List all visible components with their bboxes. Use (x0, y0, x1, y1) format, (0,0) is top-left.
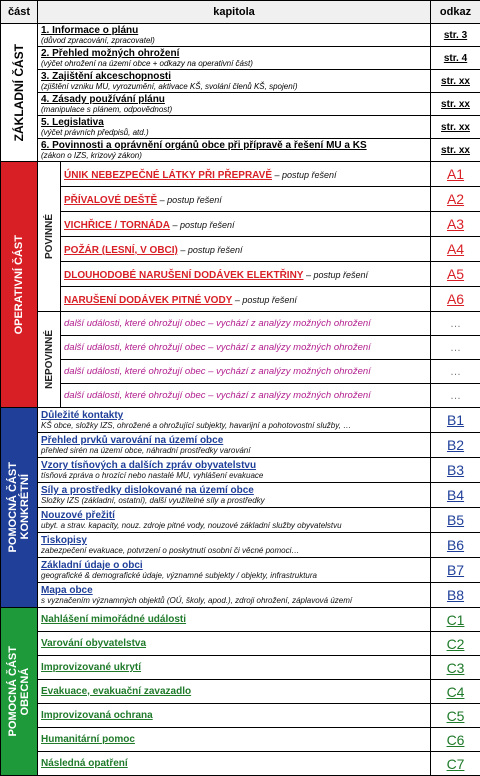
appendix-ref[interactable]: B6 (431, 533, 480, 558)
scenario-ref[interactable]: A2 (431, 187, 480, 212)
section-operativni: OPERATIVNÍ ČÁST (1, 162, 38, 408)
optional-ref: … (431, 360, 480, 384)
table-row (1, 680, 480, 704)
guide-title[interactable]: Evakuace, evakuační zavazadlo (41, 686, 427, 697)
appendix-ref[interactable]: B1 (431, 408, 480, 433)
guide-title[interactable]: Následná opatření (41, 758, 427, 769)
scenario-ref[interactable]: A1 (431, 162, 480, 187)
optional-scenario: další události, které ohrožují obec – vychází z analýzy možných ohrožení (64, 318, 427, 329)
guide-ref[interactable]: C1 (431, 608, 480, 632)
section-pomocna-konkretni: POMOCNÁ ČÁST KONKRÉTNÍ (1, 408, 38, 608)
subsection-povinne: POVINNÉ (38, 162, 61, 312)
chapter-title[interactable]: 3. Zajištění akceschopnosti (41, 71, 427, 82)
table-row (1, 483, 480, 508)
chapter-title[interactable]: 6. Povinnosti a oprávnění orgánů obce při přípravě a řešení MU a KS (41, 140, 427, 151)
appendix-ref[interactable]: B2 (431, 433, 480, 458)
appendix-subtitle: přehled sirén na území obce, náhradní prostředky varování (41, 446, 427, 455)
section-pomocna-obecna: POMOCNÁ ČÁST OBECNÁ (1, 608, 38, 776)
table-row (1, 752, 480, 776)
table-row (1, 70, 480, 93)
appendix-ref[interactable]: B8 (431, 583, 480, 608)
table-row (1, 508, 480, 533)
guide-ref[interactable]: C7 (431, 752, 480, 776)
chapter-subtitle: (zákon o IZS, krizový zákon) (41, 151, 427, 160)
table-row (1, 116, 480, 139)
optional-ref: … (431, 336, 480, 360)
table-row: POŽÁR (LESNÍ, V OBCI) – postup řešení A4 (1, 237, 480, 262)
page-ref[interactable]: str. xx (431, 70, 480, 93)
appendix-ref[interactable]: B5 (431, 508, 480, 533)
table-row (1, 312, 480, 336)
scenario-ref[interactable]: A6 (431, 287, 480, 312)
chapter-subtitle: (zjištění vzniku MU, vyrozumění, aktivace KŠ, svolání členů KŠ, spojení) (41, 82, 427, 91)
scenario-title[interactable]: POŽÁR (LESNÍ, V OBCI) (64, 245, 178, 256)
table-row: DLOUHODOBÉ NARUŠENÍ DODÁVEK ELEKTŘINY – postup řešení A5 (1, 262, 480, 287)
table-row (1, 408, 480, 433)
appendix-title[interactable]: Síly a prostředky dislokované na území obce (41, 485, 427, 496)
table-row (1, 533, 480, 558)
appendix-subtitle: s vyznačením významných objektů (OÚ, školy, apod.), zdroji ohrožení, záplavová území (41, 596, 427, 605)
appendix-ref[interactable]: B3 (431, 458, 480, 483)
guide-ref[interactable]: C4 (431, 680, 480, 704)
page-ref[interactable]: str. xx (431, 139, 480, 162)
table-row (1, 336, 480, 360)
scenario-ref[interactable]: A5 (431, 262, 480, 287)
appendix-title[interactable]: Vzory tísňových a dalších zpráv obyvatelstvu (41, 460, 427, 471)
scenario-ref[interactable]: A4 (431, 237, 480, 262)
guide-ref[interactable]: C3 (431, 656, 480, 680)
table-row (1, 558, 480, 583)
subsection-nepovinne: NEPOVINNÉ (38, 312, 61, 408)
table-row (1, 24, 480, 47)
guide-ref[interactable]: C2 (431, 632, 480, 656)
appendix-subtitle: geografické & demografické údaje, významné subjekty / objekty, infrastruktura (41, 571, 427, 580)
optional-ref: … (431, 312, 480, 336)
table-row (1, 47, 480, 70)
section-zakladni: ZÁKLADNÍ ČÁST (1, 24, 38, 162)
chapter-subtitle: (manipulace s plánem, odpovědnost) (41, 105, 427, 114)
table-row (1, 139, 480, 162)
guide-title[interactable]: Improvizovaná ochrana (41, 710, 427, 721)
scenario-title[interactable]: PŘÍVALOVÉ DEŠTĚ (64, 195, 157, 206)
table-row (1, 704, 480, 728)
appendix-title[interactable]: Důležité kontakty (41, 410, 427, 421)
table-row (1, 384, 480, 408)
appendix-subtitle: zabezpečení evakuace, potvrzení o poskytnutí osobní či věcné pomoci… (41, 546, 427, 555)
scenario-ref[interactable]: A3 (431, 212, 480, 237)
chapter-title[interactable]: 4. Zásady používání plánu (41, 94, 427, 105)
chapter-subtitle: (výčet právních předpisů, atd.) (41, 128, 427, 137)
table-row (1, 583, 480, 608)
table-row (1, 93, 480, 116)
table-row (1, 360, 480, 384)
appendix-title[interactable]: Přehled prvků varování na území obce (41, 435, 427, 446)
appendix-ref[interactable]: B7 (431, 558, 480, 583)
header-odkaz: odkaz (431, 1, 480, 24)
appendix-ref[interactable]: B4 (431, 483, 480, 508)
appendix-subtitle: Složky IZS (základní, ostatní), další využitelné síly a prostředky (41, 496, 427, 505)
table-row: OPERATIVNÍ ČÁST POVINNÉ ÚNIK NEBEZPEČNÉ LÁTKY PŘI PŘEPRAVĚ – postup řešení A1 (1, 162, 480, 187)
scenario-title[interactable]: NARUŠENÍ DODÁVEK PITNÉ VODY (64, 295, 232, 306)
guide-title[interactable]: Varování obyvatelstva (41, 638, 427, 649)
optional-ref: … (431, 384, 480, 408)
chapter-subtitle: (důvod zpracování, zpracovatel) (41, 36, 427, 45)
appendix-subtitle: tísňová zpráva o hrozící nebo nastalé MU, vyhlášení evakuace (41, 471, 427, 480)
table-row: NARUŠENÍ DODÁVEK PITNÉ VODY – postup řešení A6 (1, 287, 480, 312)
page-ref[interactable]: str. xx (431, 116, 480, 139)
page-ref[interactable]: str. 3 (431, 24, 480, 47)
chapter-title[interactable]: 2. Přehled možných ohrožení (41, 48, 427, 59)
page-ref[interactable]: str. 4 (431, 47, 480, 70)
scenario-title[interactable]: ÚNIK NEBEZPEČNÉ LÁTKY PŘI PŘEPRAVĚ (64, 170, 272, 181)
header-kapitola: kapitola (38, 1, 431, 24)
guide-title[interactable]: Nahlášení mimořádné události (41, 614, 427, 625)
appendix-subtitle: KŠ obce, složky IZS, ohrožené a ohrožující subjekty, havarijní a pohotovostní služby, … (41, 421, 427, 430)
appendix-subtitle: ubyt. a strav. kapacity, nouz. zdroje pitné vody, nouzové základní služby obyvatelstvu (41, 521, 427, 530)
guide-ref[interactable]: C5 (431, 704, 480, 728)
guide-title[interactable]: Improvizované ukrytí (41, 662, 427, 673)
table-row (1, 632, 480, 656)
header-cast: část (1, 1, 38, 24)
table-row (1, 608, 480, 632)
scenario-title[interactable]: VICHŘICE / TORNÁDA (64, 220, 170, 231)
appendix-title[interactable]: Tiskopisy (41, 535, 427, 546)
header-row (1, 1, 480, 24)
chapter-title[interactable]: 5. Legislativa (41, 117, 427, 128)
table-row (1, 728, 480, 752)
page-ref[interactable]: str. xx (431, 93, 480, 116)
optional-scenario: další události, které ohrožují obec – vychází z analýzy možných ohrožení (64, 342, 427, 353)
chapter-title[interactable]: 1. Informace o plánu (41, 25, 427, 36)
optional-scenario: další události, které ohrožují obec – vychází z analýzy možných ohrožení (64, 366, 427, 377)
guide-ref[interactable]: C6 (431, 728, 480, 752)
table-row: VICHŘICE / TORNÁDA – postup řešení A3 (1, 212, 480, 237)
appendix-title[interactable]: Nouzové přežití (41, 510, 427, 521)
table-row (1, 458, 480, 483)
table-row (1, 433, 480, 458)
chapter-subtitle: (výčet ohrožení na území obce + odkazy na operativní část) (41, 59, 427, 68)
appendix-title[interactable]: Mapa obce (41, 585, 427, 596)
scenario-title[interactable]: DLOUHODOBÉ NARUŠENÍ DODÁVEK ELEKTŘINY (64, 270, 303, 281)
table-row: PŘÍVALOVÉ DEŠTĚ – postup řešení A2 (1, 187, 480, 212)
optional-scenario: další události, které ohrožují obec – vychází z analýzy možných ohrožení (64, 390, 427, 401)
appendix-title[interactable]: Základní údaje o obci (41, 560, 427, 571)
table-row (1, 656, 480, 680)
guide-title[interactable]: Humanitární pomoc (41, 734, 427, 745)
